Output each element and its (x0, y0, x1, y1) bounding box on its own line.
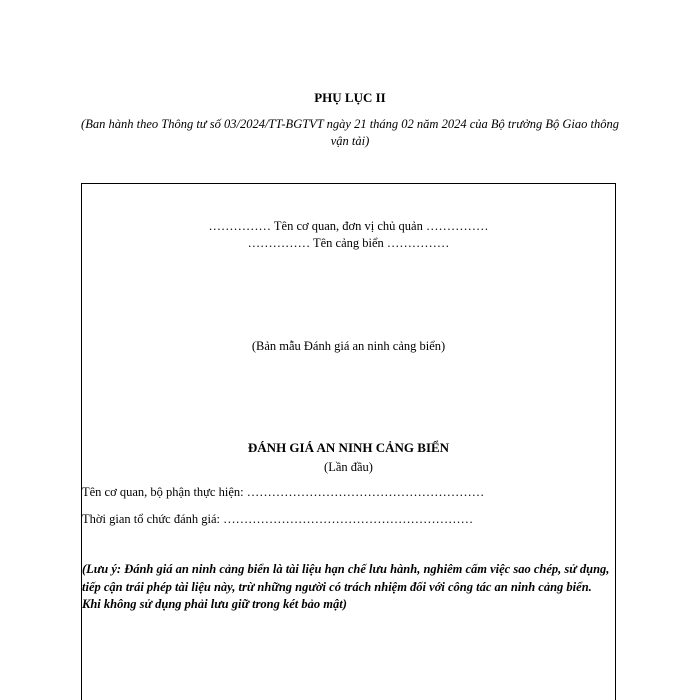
document-title: ĐÁNH GIÁ AN NINH CẢNG BIỂN (247, 440, 450, 455)
assessment-time-field: Thời gian tổ chức đánh giá: …………………………………………………… (82, 512, 474, 526)
executing-unit-field: Tên cơ quan, bộ phận thực hiện: ………………………………………………… (82, 485, 485, 499)
confidentiality-note: (Lưu ý: Đánh giá an ninh cảng biển là tài liệu hạn chế lưu hành, nghiêm cấm việc sao chép, sử dụng, tiếp cận trái phép tài liệu này, trừ những người có trách nhiệm đối với công tác an ninh cảng biển. Khi không sử dụng phải lưu giữ trong két bảo mật) (82, 562, 610, 611)
form-frame (81, 183, 616, 700)
issued-by-note: (Ban hành theo Thông tư số 03/2024/TT-BGTVT ngày 21 tháng 02 năm 2024 của Bộ trưởng Bộ Giao thông vận tải) (81, 117, 619, 148)
port-name-line: …………… Tên cảng biển …………… (247, 236, 450, 250)
agency-line: …………… Tên cơ quan, đơn vị chủ quản …………… (208, 219, 489, 233)
edition-note: (Lần đầu) (324, 460, 373, 474)
template-note: (Bản mẫu Đánh giá an ninh cảng biển) (251, 339, 446, 353)
appendix-title: PHỤ LỤC II (314, 90, 386, 105)
